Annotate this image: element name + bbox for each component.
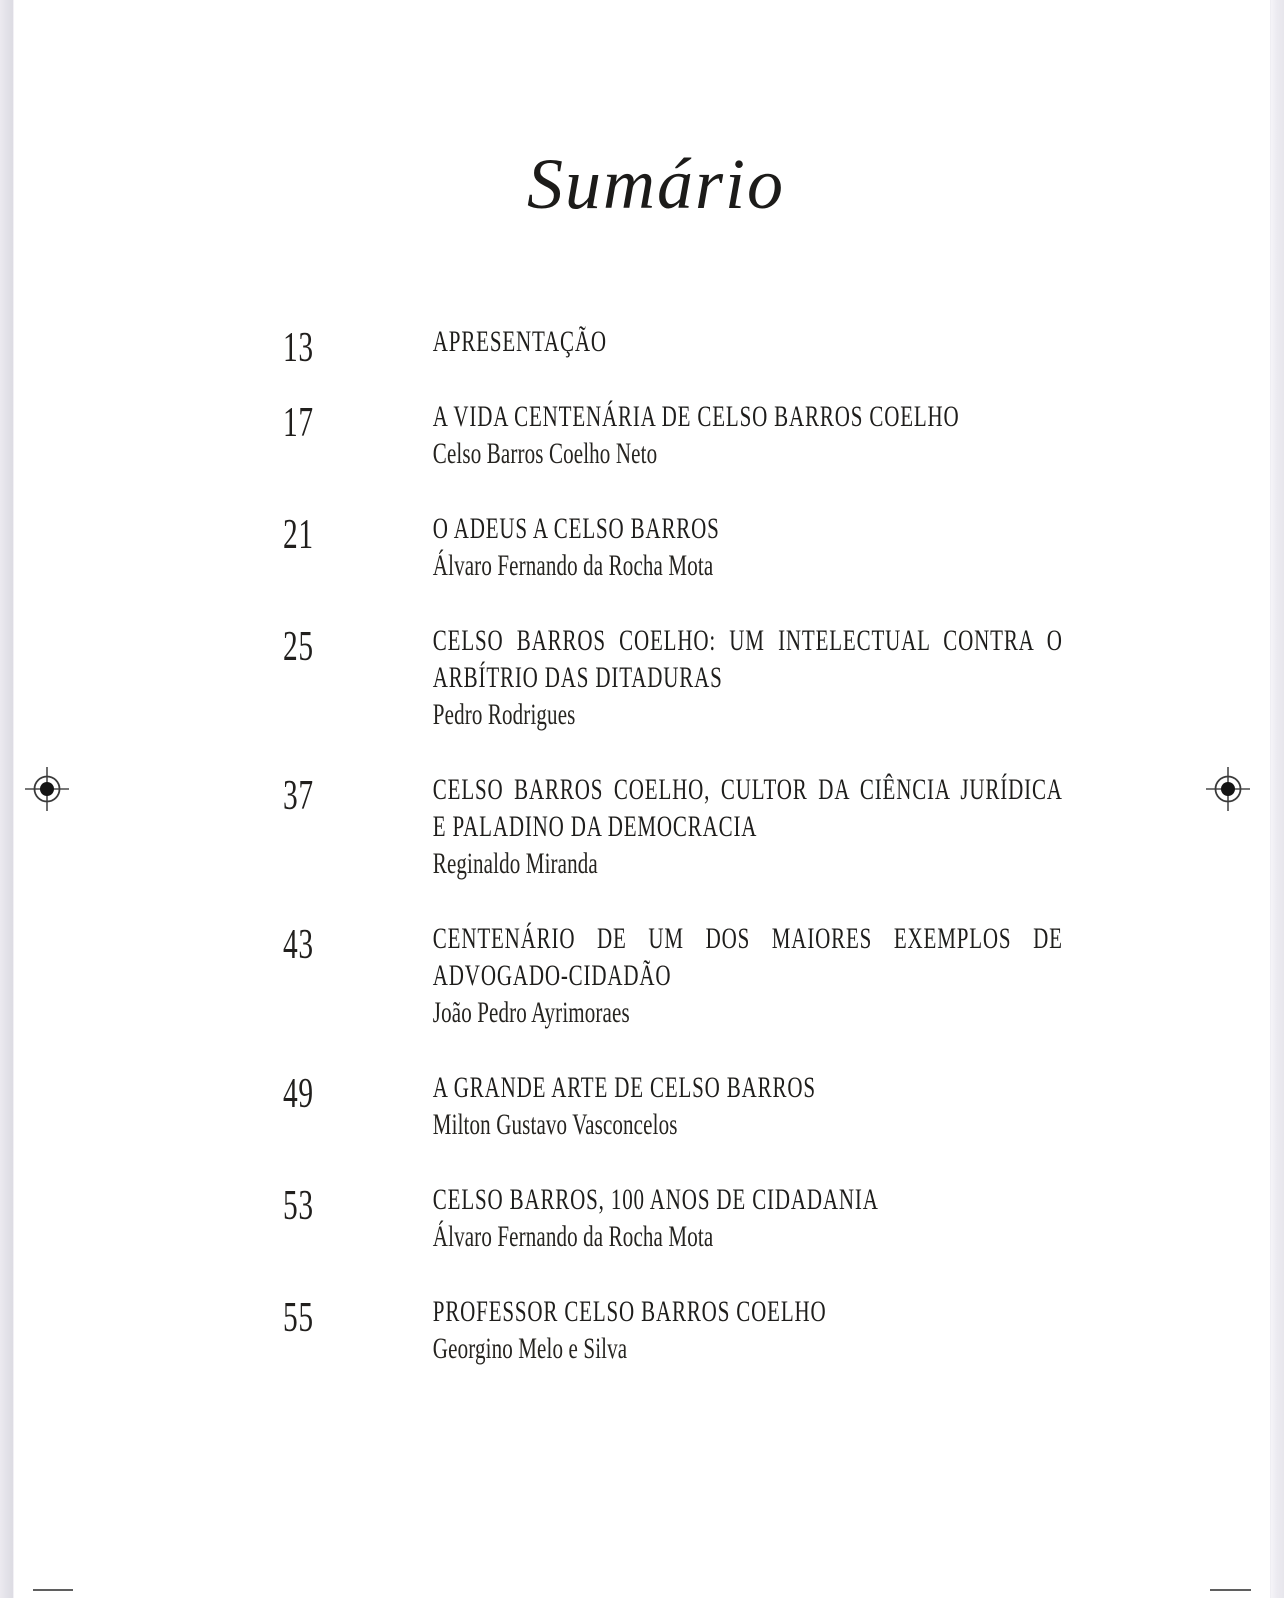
toc-entry-title: O ADEUS A CELSO BARROS bbox=[432, 512, 720, 545]
toc-page-number: 13 bbox=[283, 325, 314, 371]
toc-entry-title: CELSO BARROS COELHO, CULTOR DA CIÊNCIA JURÍDICA bbox=[432, 773, 1063, 806]
toc-entry-title: CELSO BARROS COELHO: UM INTELECTUAL CONTRA O bbox=[432, 624, 1063, 657]
toc-entry bbox=[283, 920, 1063, 1031]
toc-entry bbox=[283, 510, 1063, 584]
page-title: Sumário bbox=[526, 144, 786, 224]
toc-entry-author: João Pedro Ayrimoraes bbox=[432, 996, 630, 1029]
toc-page-number: 49 bbox=[283, 1071, 314, 1117]
table-of-contents bbox=[283, 323, 1063, 1405]
toc-entry bbox=[283, 771, 1063, 882]
toc-entry-title: A VIDA CENTENÁRIA DE CELSO BARROS COELHO bbox=[432, 400, 960, 433]
registration-crosshair-icon bbox=[25, 767, 69, 811]
toc-entry bbox=[283, 1181, 1063, 1255]
toc-page-number: 55 bbox=[283, 1295, 314, 1341]
toc-entry-title: CELSO BARROS, 100 ANOS DE CIDADANIA bbox=[432, 1183, 879, 1216]
toc-entry-author: Georgino Melo e Silva bbox=[432, 1332, 628, 1365]
toc-entry-title: APRESENTAÇÃO bbox=[432, 325, 607, 358]
toc-entry-author: Milton Gustavo Vasconcelos bbox=[432, 1108, 678, 1141]
toc-entry-title: CENTENÁRIO DE UM DOS MAIORES EXEMPLOS DE bbox=[432, 922, 1063, 955]
toc-page-number: 25 bbox=[283, 624, 314, 670]
toc-entry bbox=[283, 1069, 1063, 1143]
toc-entry-title: E PALADINO DA DEMOCRACIA bbox=[432, 810, 758, 843]
scan-edge-right bbox=[1270, 0, 1284, 1598]
toc-page-number: 17 bbox=[283, 400, 314, 446]
toc-page-number: 43 bbox=[283, 922, 314, 968]
toc-page-number: 21 bbox=[283, 512, 314, 558]
toc-page-number: 53 bbox=[283, 1183, 314, 1229]
toc-entry-author: Reginaldo Miranda bbox=[432, 847, 598, 880]
toc-entry-author: Álvaro Fernando da Rocha Mota bbox=[432, 1220, 714, 1253]
toc-entry-title: A GRANDE ARTE DE CELSO BARROS bbox=[432, 1071, 816, 1104]
toc-entry bbox=[283, 398, 1063, 472]
toc-entry-title: ADVOGADO-CIDADÃO bbox=[432, 959, 672, 992]
crop-mark-bottom-right bbox=[1210, 1589, 1251, 1591]
toc-entry-title: ARBÍTRIO DAS DITADURAS bbox=[432, 661, 723, 694]
registration-crosshair-icon bbox=[1206, 767, 1250, 811]
toc-entry-author: Celso Barros Coelho Neto bbox=[432, 437, 658, 470]
toc-entry-author: Álvaro Fernando da Rocha Mota bbox=[432, 549, 714, 582]
toc-entry bbox=[283, 1293, 1063, 1367]
scan-edge-left bbox=[0, 0, 14, 1598]
crop-mark-bottom-left bbox=[33, 1589, 73, 1591]
toc-entry-author: Pedro Rodrigues bbox=[432, 698, 576, 731]
toc-entry bbox=[283, 323, 1063, 371]
toc-entry-title: PROFESSOR CELSO BARROS COELHO bbox=[432, 1295, 827, 1328]
toc-page-number: 37 bbox=[283, 773, 314, 819]
toc-entry bbox=[283, 622, 1063, 733]
